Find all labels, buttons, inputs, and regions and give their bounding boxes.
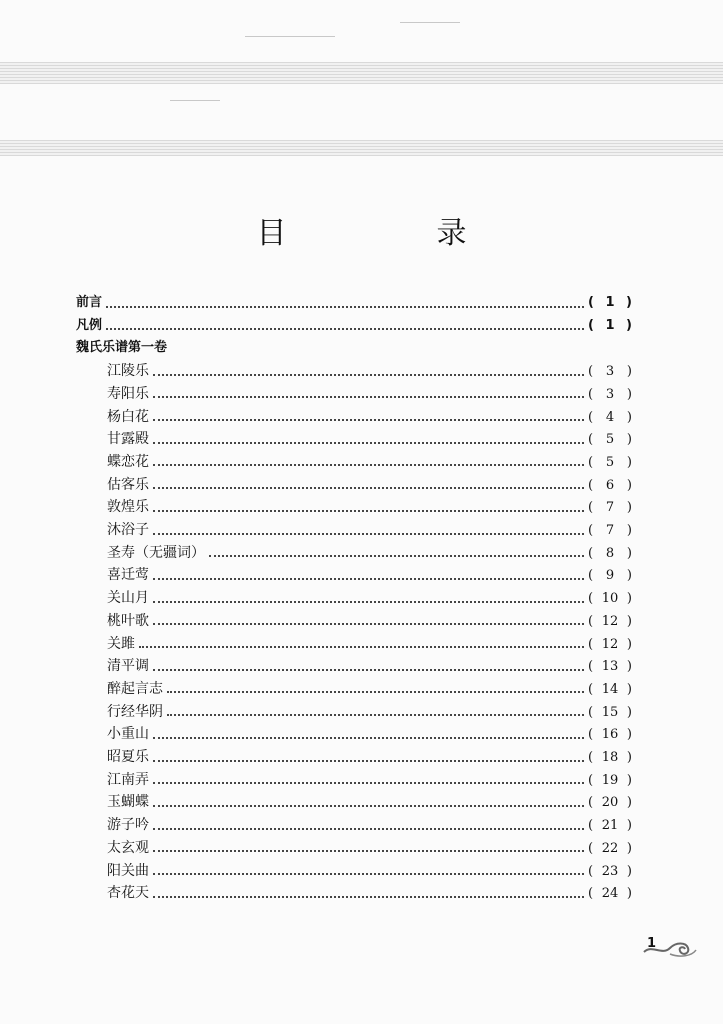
paren-open: ( bbox=[588, 840, 594, 856]
page-number-value: 24 bbox=[601, 886, 619, 902]
paren-close: ) bbox=[626, 727, 632, 743]
toc-entry[interactable] bbox=[107, 837, 632, 859]
toc-entry[interactable] bbox=[107, 451, 632, 473]
paren-open: ( bbox=[588, 545, 594, 561]
dot-leader bbox=[167, 713, 584, 716]
entry-label: 阳关曲 bbox=[107, 862, 149, 879]
entry-page bbox=[588, 861, 632, 883]
entry-label: 玉蝴蝶 bbox=[107, 794, 149, 811]
toc-entry[interactable] bbox=[107, 814, 632, 836]
entry-page bbox=[588, 384, 632, 406]
paren-open: ( bbox=[588, 317, 594, 333]
entry-page bbox=[588, 724, 632, 746]
toc-entry[interactable] bbox=[107, 701, 632, 723]
scan-line bbox=[245, 36, 335, 37]
paren-open: ( bbox=[588, 432, 594, 448]
paren-open: ( bbox=[588, 818, 594, 834]
entry-page bbox=[588, 407, 632, 429]
page-number-value: 12 bbox=[601, 636, 619, 652]
entry-page bbox=[588, 656, 632, 678]
paren-close: ) bbox=[626, 317, 632, 333]
entry-label: 凡例 bbox=[76, 317, 103, 333]
dot-leader bbox=[153, 600, 584, 603]
paren-open: ( bbox=[588, 750, 594, 765]
page-number-value: 18 bbox=[601, 750, 619, 765]
entry-page bbox=[588, 429, 632, 451]
page-number-value: 16 bbox=[601, 727, 619, 743]
paren-close: ) bbox=[626, 704, 632, 720]
dot-leader bbox=[153, 509, 584, 512]
paren-close: ) bbox=[626, 591, 632, 607]
page-number: 1 bbox=[647, 936, 657, 951]
paren-close: ) bbox=[626, 795, 632, 811]
page-number-value: 9 bbox=[605, 568, 615, 584]
entry-page bbox=[588, 611, 632, 633]
entry-label: 蝶恋花 bbox=[107, 453, 149, 470]
paren-close: ) bbox=[626, 545, 632, 561]
toc-entry[interactable] bbox=[107, 519, 632, 541]
dot-leader bbox=[153, 668, 584, 671]
paren-close: ) bbox=[626, 840, 632, 856]
paren-open: ( bbox=[588, 704, 594, 720]
scan-line bbox=[170, 100, 220, 101]
paren-close: ) bbox=[626, 772, 632, 788]
toc-entry[interactable] bbox=[107, 610, 632, 632]
paren-open: ( bbox=[588, 568, 594, 584]
entry-label: 行经华阴 bbox=[107, 703, 163, 720]
page-number-value: 7 bbox=[605, 500, 615, 516]
entry-label: 醉起言志 bbox=[107, 680, 163, 697]
page-number-value: 5 bbox=[605, 432, 615, 448]
toc-entry[interactable] bbox=[107, 474, 632, 496]
toc-entry[interactable] bbox=[107, 791, 632, 813]
paren-close: ) bbox=[626, 364, 632, 380]
paren-open: ( bbox=[588, 454, 594, 470]
paren-close: ) bbox=[626, 454, 632, 470]
page-number-value: 7 bbox=[605, 523, 615, 538]
entry-label: 寿阳乐 bbox=[107, 385, 149, 402]
page-number-value: 4 bbox=[605, 409, 615, 425]
entry-page bbox=[588, 520, 632, 542]
entry-label: 桃叶歌 bbox=[107, 612, 149, 629]
paren-open: ( bbox=[588, 636, 594, 652]
paren-close: ) bbox=[626, 886, 632, 902]
entry-label: 清平调 bbox=[107, 658, 149, 675]
dot-leader bbox=[153, 872, 584, 875]
toc-entry[interactable] bbox=[107, 678, 632, 700]
dot-leader bbox=[153, 804, 584, 807]
paren-open: ( bbox=[588, 500, 594, 516]
entry-label: 关雎 bbox=[107, 635, 135, 652]
dot-leader bbox=[106, 327, 584, 330]
toc-entry[interactable] bbox=[107, 746, 632, 768]
paren-close: ) bbox=[626, 863, 632, 879]
entry-page bbox=[588, 543, 632, 565]
dot-leader bbox=[153, 486, 584, 489]
paren-open: ( bbox=[588, 386, 594, 402]
page-number-value: 23 bbox=[601, 863, 619, 879]
page-number-value: 1 bbox=[605, 295, 615, 310]
paren-open: ( bbox=[588, 727, 594, 743]
toc-entry[interactable] bbox=[107, 496, 632, 518]
toc-entry-top[interactable] bbox=[76, 292, 632, 314]
paren-open: ( bbox=[588, 523, 594, 538]
entry-label: 关山月 bbox=[107, 590, 149, 607]
entry-label: 昭夏乐 bbox=[107, 749, 149, 765]
entry-page bbox=[588, 792, 632, 814]
entry-label: 敦煌乐 bbox=[107, 499, 149, 516]
dot-leader bbox=[153, 895, 584, 898]
entry-page bbox=[588, 770, 632, 792]
dot-leader bbox=[153, 532, 584, 535]
dot-leader bbox=[153, 781, 584, 784]
entry-page bbox=[588, 815, 632, 837]
page-number-value: 13 bbox=[601, 659, 619, 675]
page-number-value: 21 bbox=[601, 818, 619, 834]
dot-leader bbox=[106, 305, 584, 308]
entry-page bbox=[588, 361, 632, 383]
dot-leader bbox=[153, 418, 584, 421]
paren-open: ( bbox=[588, 409, 594, 425]
toc-entry[interactable] bbox=[107, 542, 632, 564]
toc-entry[interactable] bbox=[107, 564, 632, 586]
dot-leader bbox=[153, 577, 584, 580]
page-number-value: 8 bbox=[605, 545, 615, 561]
dot-leader bbox=[153, 827, 584, 830]
page-number-value: 20 bbox=[601, 795, 619, 811]
paren-close: ) bbox=[626, 681, 632, 697]
entry-label: 沐浴子 bbox=[107, 522, 149, 538]
dot-leader bbox=[209, 554, 584, 557]
section-heading: 魏氏乐谱第一卷 bbox=[76, 340, 168, 356]
paren-close: ) bbox=[626, 295, 632, 310]
page-title: 目 录 bbox=[256, 216, 527, 251]
toc-entry[interactable] bbox=[107, 723, 632, 745]
dot-leader bbox=[153, 395, 584, 398]
entry-label: 太玄观 bbox=[107, 839, 149, 856]
toc-entry[interactable] bbox=[107, 383, 632, 405]
paren-open: ( bbox=[588, 795, 594, 811]
entry-page bbox=[588, 475, 632, 497]
entry-label: 圣寿（无疆词） bbox=[107, 544, 205, 561]
entry-page bbox=[588, 747, 632, 769]
page-number-value: 6 bbox=[605, 477, 615, 493]
paren-close: ) bbox=[626, 500, 632, 516]
entry-label: 喜迁莺 bbox=[107, 567, 149, 584]
entry-page bbox=[588, 292, 632, 314]
header-band-bottom bbox=[0, 140, 723, 156]
page-number-value: 19 bbox=[601, 772, 619, 788]
entry-label: 江南弄 bbox=[107, 771, 149, 788]
entry-label: 小重山 bbox=[107, 726, 149, 743]
page-number-value: 3 bbox=[605, 386, 615, 402]
paren-close: ) bbox=[626, 750, 632, 765]
entry-label: 估客乐 bbox=[107, 476, 149, 493]
paren-open: ( bbox=[588, 863, 594, 879]
page-number-value: 12 bbox=[601, 613, 619, 629]
paren-open: ( bbox=[588, 295, 594, 310]
paren-open: ( bbox=[588, 772, 594, 788]
page-number-value: 14 bbox=[601, 681, 619, 697]
page-number-value: 22 bbox=[601, 840, 619, 856]
toc-entry[interactable] bbox=[107, 360, 632, 382]
paren-close: ) bbox=[626, 409, 632, 425]
dot-leader bbox=[167, 690, 584, 693]
entry-page bbox=[588, 497, 632, 519]
paren-open: ( bbox=[588, 659, 594, 675]
entry-label: 游子吟 bbox=[107, 817, 149, 834]
toc-entry[interactable] bbox=[107, 769, 632, 791]
paren-open: ( bbox=[588, 591, 594, 607]
paren-open: ( bbox=[588, 681, 594, 697]
entry-page bbox=[588, 702, 632, 724]
paren-close: ) bbox=[626, 523, 632, 538]
entry-page bbox=[588, 838, 632, 860]
entry-page bbox=[588, 315, 632, 337]
toc-entry[interactable] bbox=[107, 428, 632, 450]
header-band-top bbox=[0, 62, 723, 84]
paren-close: ) bbox=[626, 818, 632, 834]
entry-page bbox=[588, 565, 632, 587]
scan-line bbox=[400, 22, 460, 23]
dot-leader bbox=[153, 759, 584, 762]
entry-label: 甘露殿 bbox=[107, 431, 149, 448]
dot-leader bbox=[153, 849, 584, 852]
toc-entry[interactable] bbox=[107, 587, 632, 609]
cloud-ornament-icon bbox=[640, 934, 700, 960]
entry-label: 杨白花 bbox=[107, 408, 149, 425]
entry-page bbox=[588, 634, 632, 656]
paren-close: ) bbox=[626, 477, 632, 493]
toc-entry-top[interactable] bbox=[76, 315, 632, 337]
entry-page bbox=[588, 452, 632, 474]
page-number-value: 3 bbox=[605, 364, 615, 380]
toc-entry[interactable] bbox=[107, 860, 632, 882]
dot-leader bbox=[153, 463, 584, 466]
paren-close: ) bbox=[626, 568, 632, 584]
dot-leader bbox=[153, 736, 584, 739]
paren-close: ) bbox=[626, 386, 632, 402]
dot-leader bbox=[139, 645, 584, 648]
dot-leader bbox=[153, 373, 584, 376]
paren-open: ( bbox=[588, 364, 594, 380]
entry-page bbox=[588, 588, 632, 610]
page-number-value: 5 bbox=[605, 454, 615, 470]
toc-entry[interactable] bbox=[107, 882, 632, 904]
toc-entry[interactable] bbox=[107, 655, 632, 677]
paren-open: ( bbox=[588, 886, 594, 902]
paren-close: ) bbox=[626, 636, 632, 652]
entry-label: 前言 bbox=[76, 295, 103, 310]
page-number-value: 15 bbox=[601, 704, 619, 720]
entry-label: 杏花天 bbox=[107, 885, 149, 902]
paren-close: ) bbox=[626, 659, 632, 675]
paren-open: ( bbox=[588, 477, 594, 493]
entry-label: 江陵乐 bbox=[107, 363, 149, 380]
entry-page bbox=[588, 883, 632, 905]
toc-entry[interactable] bbox=[107, 633, 632, 655]
toc-entry[interactable] bbox=[107, 406, 632, 428]
entry-page bbox=[588, 679, 632, 701]
paren-close: ) bbox=[626, 432, 632, 448]
page-number-value: 1 bbox=[605, 317, 615, 333]
paren-open: ( bbox=[588, 613, 594, 629]
dot-leader bbox=[153, 441, 584, 444]
dot-leader bbox=[153, 622, 584, 625]
paren-close: ) bbox=[626, 613, 632, 629]
page-number-value: 10 bbox=[601, 591, 619, 607]
